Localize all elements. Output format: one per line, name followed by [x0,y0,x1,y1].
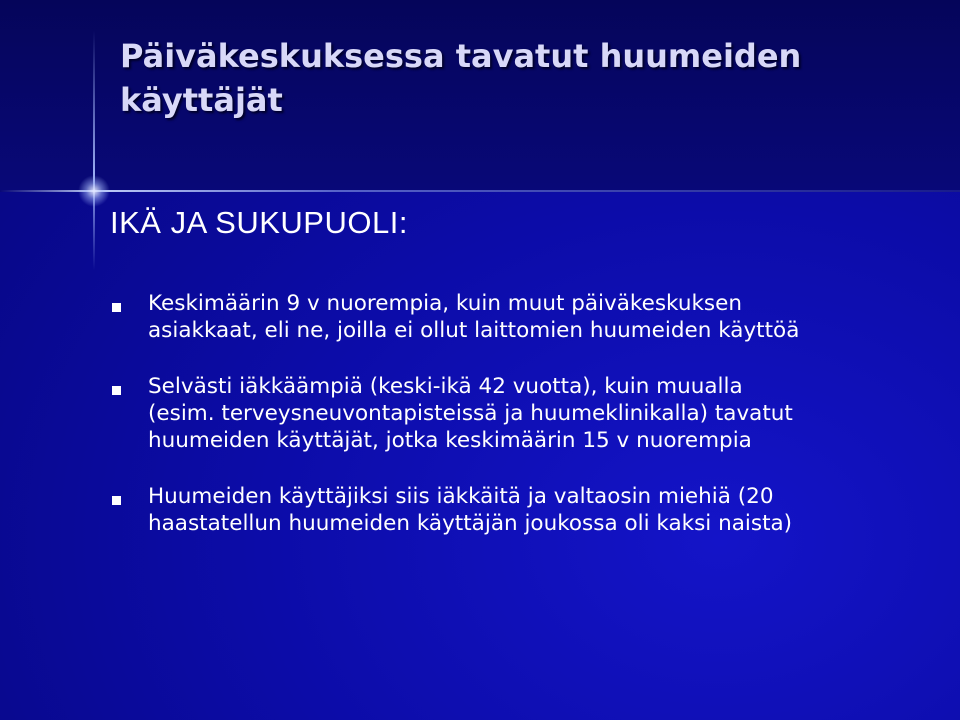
square-bullet-icon [112,303,121,312]
bullet-text-line: Huumeiden käyttäjiksi siis iäkkäitä ja valtaosin miehiä (20 [148,484,774,509]
bullet-text-line: Selvästi iäkkäämpiä (keski-ikä 42 vuotta), kuin muualla [148,374,743,399]
bullet-item [112,483,932,537]
square-bullet-icon [112,496,121,505]
bullet-text-line: haastatellun huumeiden käyttäjän joukossa oli kaksi naista) [148,511,793,536]
bullet-text-line: huumeiden käyttäjät, jotka keskimäärin 15 v nuorempia [148,428,752,453]
light-flare-glow [78,175,110,207]
bullet-text-line: Keskimäärin 9 v nuorempia, kuin muut päiväkeskuksen [148,291,742,316]
bullet-item [112,373,932,454]
light-flare-horizontal [0,190,960,192]
light-flare-vertical [93,30,95,270]
bullet-text-line: asiakkaat, eli ne, joilla ei ollut laittomien huumeiden käyttöä [148,318,800,343]
bullet-item [112,290,932,344]
square-bullet-icon [112,386,121,395]
slide-title-line-1: Päiväkeskuksessa tavatut huumeiden [120,37,802,75]
bullet-list [112,290,932,566]
subheading: IKÄ JA SUKUPUOLI: [110,205,408,240]
slide-title-line-2: käyttäjät [120,81,283,119]
bullet-text-line: (esim. terveysneuvontapisteissä ja huumeklinikalla) tavatut [148,401,793,426]
slide-title [120,34,920,122]
